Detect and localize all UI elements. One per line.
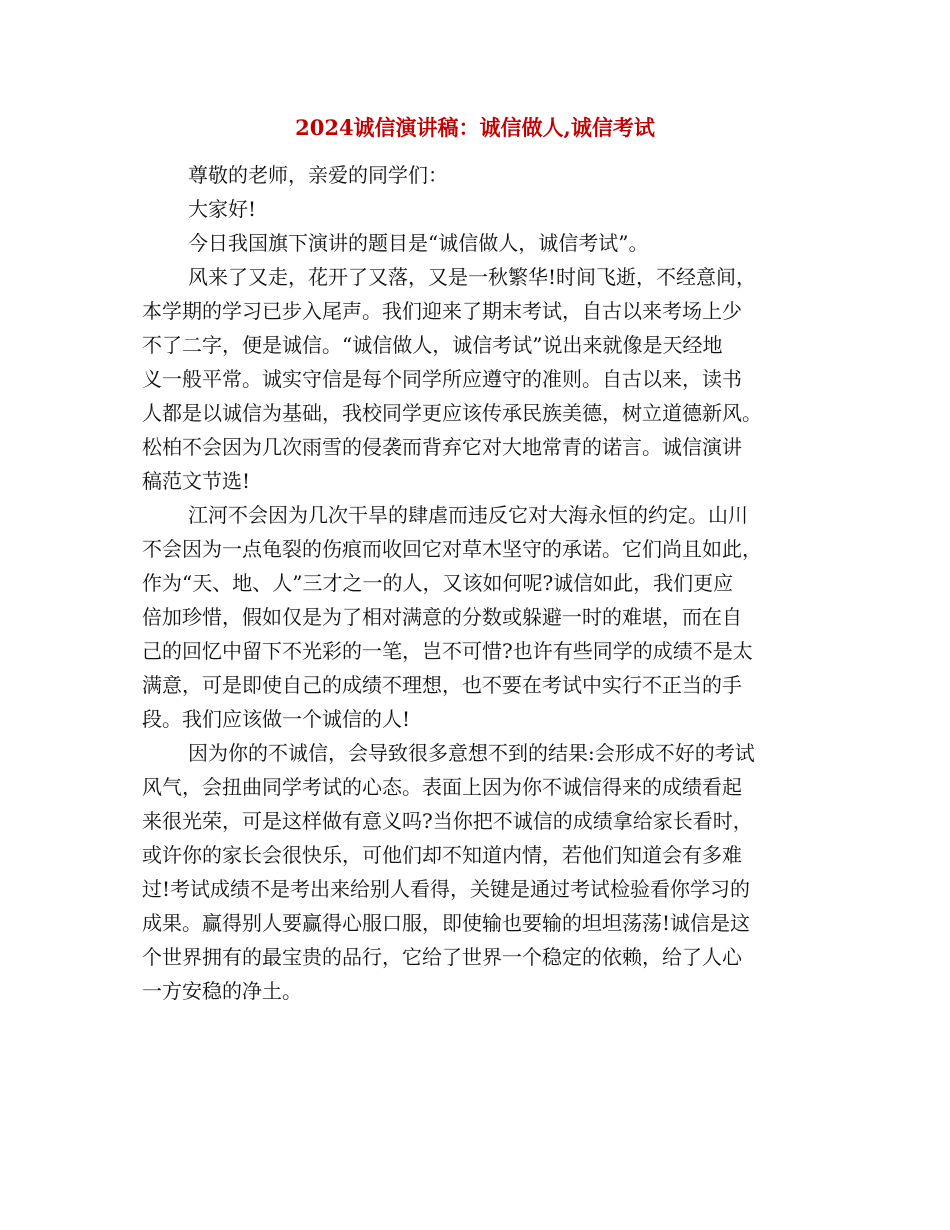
paragraph-line: 风来了又走，花开了又落，又是一秋繁华!时间飞逝，不经意间， — [188, 265, 757, 289]
paragraph-line: 己的回忆中留下不光彩的一笔，岂不可惜?也许有些同学的成绩不是太 — [142, 639, 753, 663]
paragraph — [142, 736, 808, 1008]
paragraph-line: 人都是以诚信为基础，我校同学更应该传承民族美德，树立道德新风。 — [142, 401, 762, 425]
paragraph-line: 成果。赢得别人要赢得心服口服，即使输也要输的坦坦荡荡!诚信是这 — [142, 911, 751, 935]
paragraph-line: 作为“天、地、人”三才之一的人，又该如何呢?诚信如此，我们更应 — [142, 571, 734, 595]
paragraph-line: 江河不会因为几次干旱的肆虐而违反它对大海永恒的约定。山川 — [188, 503, 748, 527]
paragraph-line: 一方安稳的净土。 — [142, 979, 302, 1003]
paragraph-line: 来很光荣，可是这样做有意义吗?当你把不诚信的成绩拿给家长看时， — [142, 809, 753, 833]
paragraph-line: 尊敬的老师，亲爱的同学们： — [188, 163, 448, 187]
paragraph-line: 不会因为一点龟裂的伤痕而收回它对草木坚守的承诺。它们尚且如此， — [142, 537, 762, 561]
paragraph-line: 或许你的家长会很快乐，可他们却不知道内情，若他们知道会有多难 — [142, 843, 742, 867]
document-title: 2024诚信演讲稿：诚信做人,诚信考试 — [295, 115, 655, 140]
paragraph — [142, 498, 808, 736]
paragraph-line: 风气，会扭曲同学考试的心态。表面上因为你不诚信得来的成绩看起 — [142, 775, 742, 799]
paragraph-line: 倍加珍惜，假如仅是为了相对满意的分数或躲避一时的难堪，而在自 — [142, 605, 742, 629]
paragraph-line: 大家好! — [188, 197, 257, 221]
paragraph — [142, 158, 808, 192]
document-body — [142, 158, 808, 1008]
paragraph-line: 满意，可是即使自己的成绩不理想，也不要在考试中实行不正当的手 — [142, 673, 742, 697]
paragraph-line: 稿范文节选! — [142, 469, 251, 493]
paragraph-line: 本学期的学习已步入尾声。我们迎来了期末考试，自古以来考场上少 — [142, 299, 742, 323]
paragraph — [142, 260, 808, 498]
paragraph-line: 松柏不会因为几次雨雪的侵袭而背弃它对大地常青的诺言。诚信演讲 — [142, 435, 742, 459]
paragraph-line: 今日我国旗下演讲的题目是“诚信做人，诚信考试”。 — [188, 231, 649, 255]
paragraph-line: 义一般平常。诚实守信是每个同学所应遵守的准则。自古以来，读书 — [142, 367, 742, 391]
paragraph-line: 过!考试成绩不是考出来给别人看得，关键是通过考试检验看你学习的 — [142, 877, 751, 901]
paragraph-line: 个世界拥有的最宝贵的品行，它给了世界一个稳定的依赖，给了人心 — [142, 945, 742, 969]
paragraph-line: 因为你的不诚信，会导致很多意想不到的结果:会形成不好的考试 — [188, 741, 755, 765]
paragraph-line: 不了二字，便是诚信。“诚信做人，诚信考试”说出来就像是天经地 — [142, 333, 723, 357]
paragraph-line: 段。我们应该做一个诚信的人! — [142, 707, 411, 731]
paragraph — [142, 192, 808, 226]
paragraph — [142, 226, 808, 260]
